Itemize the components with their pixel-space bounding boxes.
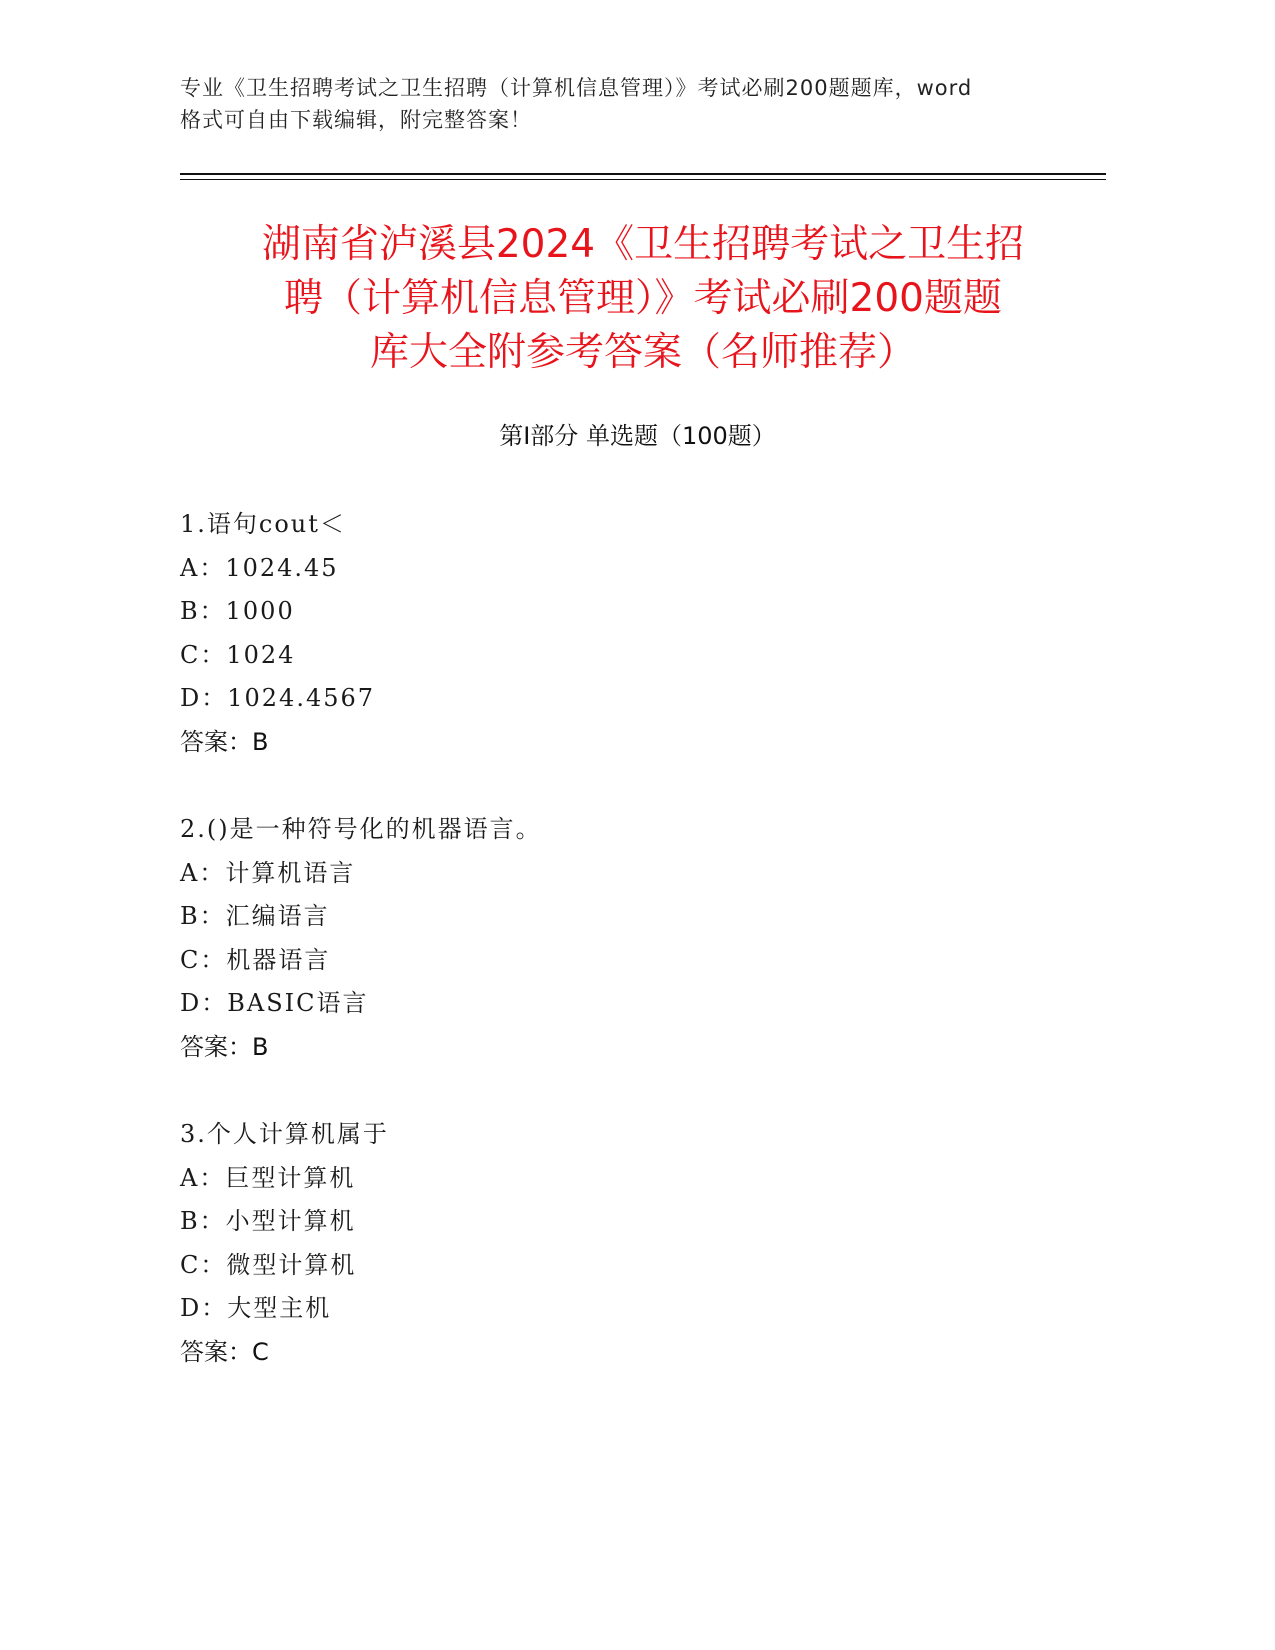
option-b: B：小型计算机	[180, 1207, 356, 1235]
header-note	[180, 72, 1080, 136]
document-title	[180, 218, 1106, 380]
header-divider-thick	[180, 173, 1106, 175]
title-line-3: 库大全附参考答案（名师推荐）	[369, 330, 916, 375]
header-note-line-2: 格式可自由下载编辑，附完整答案！	[180, 108, 532, 132]
title-line-2: 聘（计算机信息管理）》考试必刷200题题	[284, 276, 1002, 321]
option-c: C：1024	[180, 640, 296, 669]
answer-line: 答案：B	[180, 727, 269, 756]
option-c: C：微型计算机	[180, 1250, 357, 1279]
option-a: A：巨型计算机	[180, 1163, 356, 1192]
header-divider-thin	[180, 179, 1106, 180]
answer-line: 答案：B	[180, 1032, 269, 1061]
answer-line: 答案：C	[180, 1337, 269, 1366]
option-b: B：汇编语言	[180, 902, 330, 930]
option-d: D：BASIC语言	[180, 989, 369, 1017]
option-c: C：机器语言	[180, 945, 331, 974]
question-stem: 3.个人计算机属于	[180, 1120, 389, 1148]
option-d: D：1024.4567	[180, 684, 376, 712]
question-block	[180, 808, 1080, 1069]
header-note-line-1: 专业《卫生招聘考试之卫生招聘（计算机信息管理）》考试必刷200题题库，word	[180, 76, 973, 100]
option-b: B：1000	[180, 597, 295, 625]
section-heading: 第Ⅰ部分 单选题（100题）	[499, 422, 776, 450]
title-line-1: 湖南省泸溪县2024《卫生招聘考试之卫生招	[261, 222, 1025, 267]
question-stem: 2.()是一种符号化的机器语言。	[180, 815, 542, 843]
option-d: D：大型主机	[180, 1294, 332, 1322]
option-a: A：1024.45	[180, 553, 339, 582]
question-stem: 1.语句cout＜	[180, 510, 346, 538]
question-block	[180, 503, 1080, 764]
question-block	[180, 1113, 1080, 1374]
option-a: A：计算机语言	[180, 858, 356, 887]
